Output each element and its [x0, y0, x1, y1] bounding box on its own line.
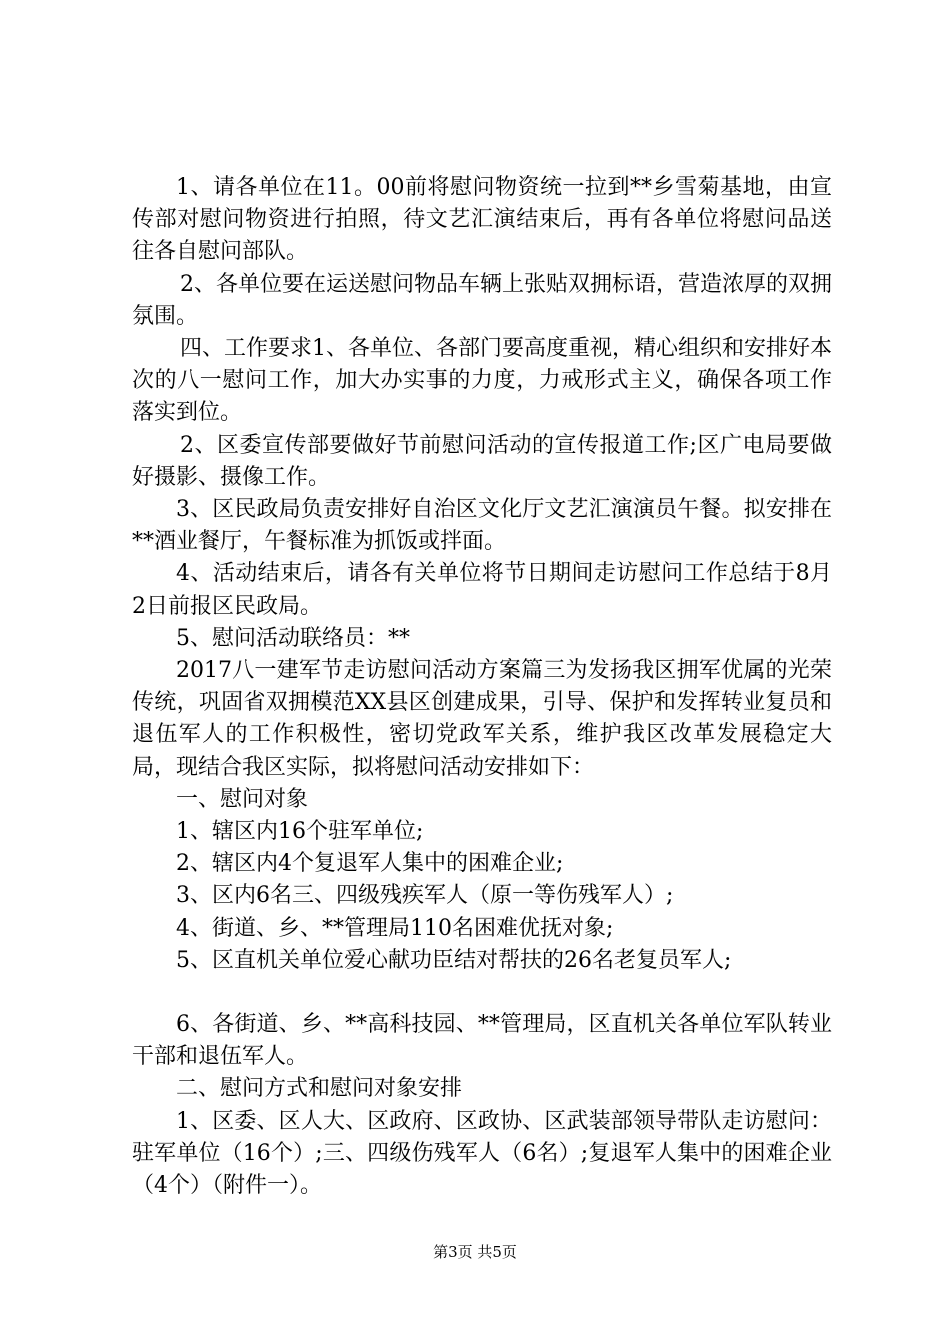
paragraph-work-requirements: 四、工作要求1、各单位、各部门要高度重视，精心组织和安排好本次的八一慰问工作，加大办实事的力度，力戒形式主义，确保各项工作落实到位。: [132, 336, 832, 426]
paragraph-civil-affairs-lunch: 3、区民政局负责安排好自治区文化厅文艺汇演演员午餐。拟安排在**酒业餐厅，午餐标准为抓饭或拌面。: [132, 497, 832, 555]
list-item: 2、辖区内4个复退军人集中的困难企业;: [176, 851, 564, 877]
paragraph-delivery-instruction: 1、请各单位在11。00前将慰问物资统一拉到**乡雪菊基地，由宣传部对慰问物资进行拍照，待文艺汇演结束后，再有各单位将慰问品送往各自慰问部队。: [132, 175, 832, 265]
page-number-footer: 第3页 共5页: [433, 1243, 517, 1261]
list-item: 3、区内6名三、四级残疾军人（原一等伤残军人）;: [176, 883, 674, 909]
paragraph-liaison: 5、慰问活动联络员：**: [176, 625, 410, 651]
list-item: 5、区直机关单位爱心献功臣结对帮扶的26名老复员军人;: [176, 947, 732, 973]
paragraph-summary-report: 4、活动结束后，请各有关单位将节日期间走访慰问工作总结于8月2日前报区民政局。: [132, 561, 832, 619]
heading-visit-arrangement: 二、慰问方式和慰问对象安排: [176, 1076, 463, 1102]
heading-visit-targets: 一、慰问对象: [176, 786, 309, 812]
blank-line: [132, 977, 832, 1009]
document-body: [132, 172, 832, 1202]
list-item: 1、辖区内16个驻军单位;: [176, 819, 424, 845]
list-item: 6、各街道、乡、**高科技园、**管理局，区直机关各单位军队转业干部和退伍军人。: [132, 1012, 832, 1070]
paragraph-vehicle-slogans: 2、各单位要在运送慰问物品车辆上张贴双拥标语，营造浓厚的双拥氛围。: [132, 271, 832, 329]
paragraph-leadership-visits: 1、区委、区人大、区政府、区政协、区武装部领导带队走访慰问：驻军单位（16个）;三、四级伤残军人（6名）;复退军人集中的困难企业（4个）（附件一）。: [132, 1108, 832, 1199]
paragraph-plan-intro: 2017八一建军节走访慰问活动方案篇三为发扬我区拥军优属的光荣传统，巩固省双拥模范XX县区创建成果，引导、保护和发挥转业复员和退伍军人的工作积极性，密切党政军关系，维护我区改革发展稳定大局，现结合我区实际，拟将慰问活动安排如下：: [132, 658, 832, 780]
paragraph-publicity-dept: 2、区委宣传部要做好节前慰问活动的宣传报道工作;区广电局要做好摄影、摄像工作。: [132, 432, 832, 490]
list-item: 4、街道、乡、**管理局110名困难优抚对象;: [176, 915, 614, 941]
